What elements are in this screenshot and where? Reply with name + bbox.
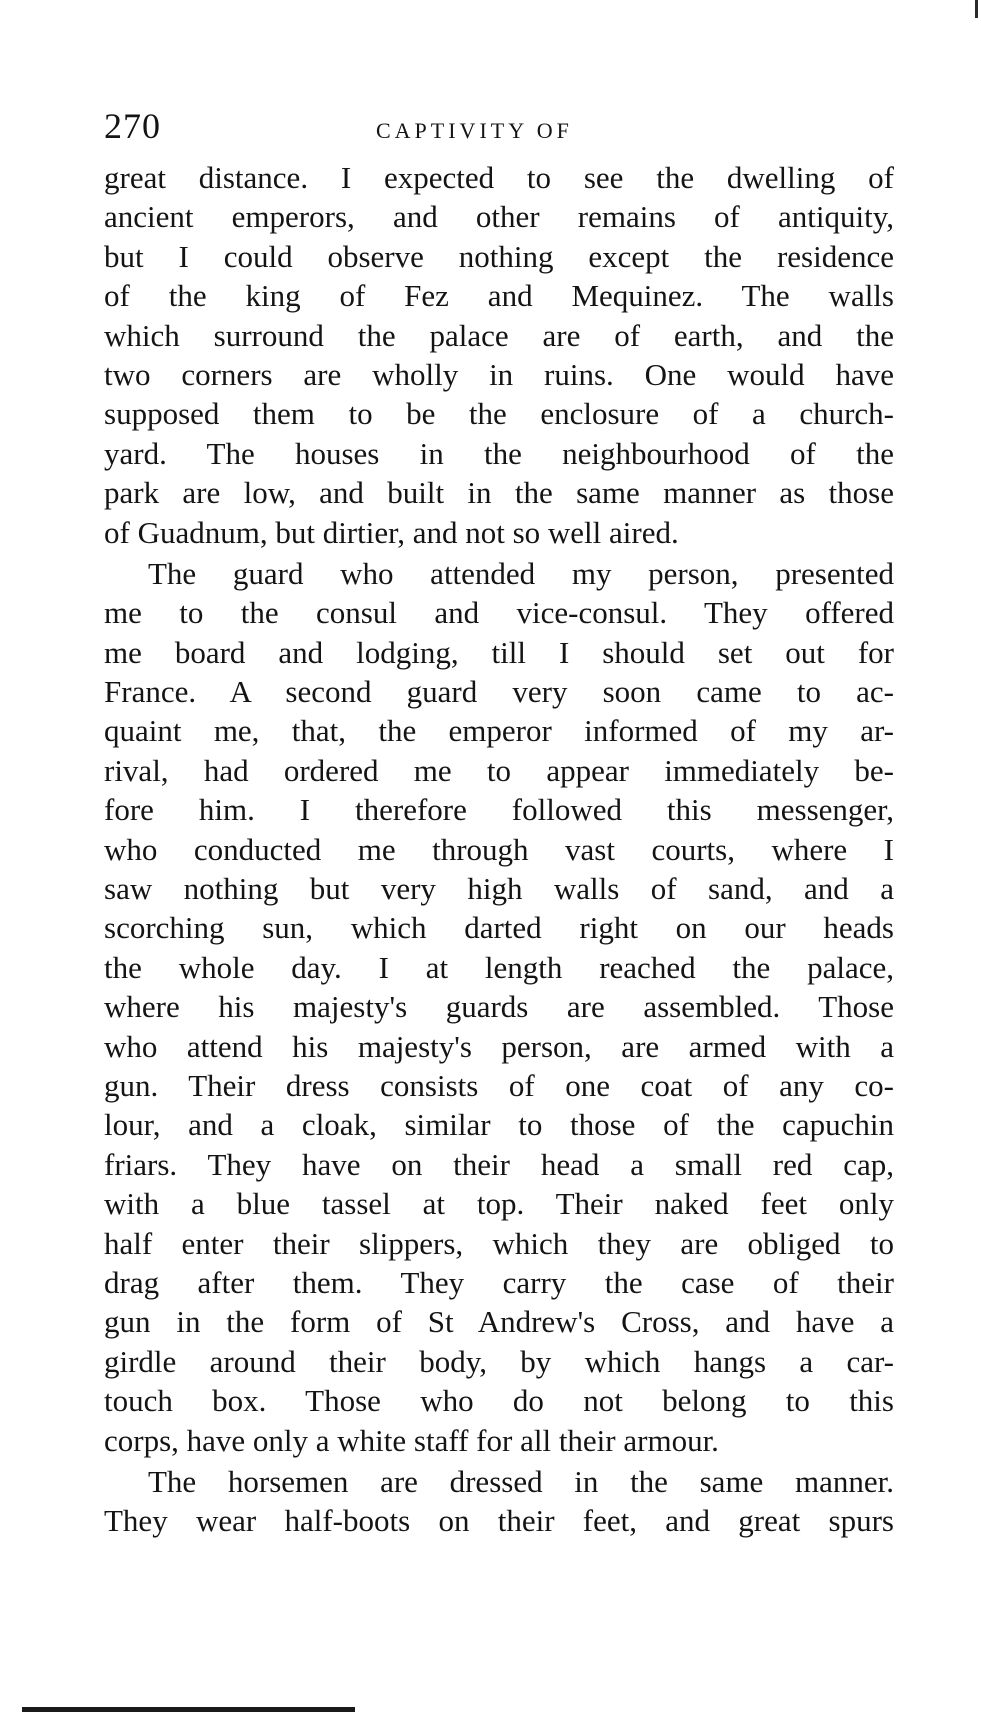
text-line: drag after them. They carry the case of their: [104, 1264, 894, 1300]
text-line: lour, and a cloak, similar to those of the capuchin: [104, 1107, 894, 1143]
text-line: scorching sun, which darted right on our heads: [104, 910, 894, 946]
bottom-rule: [22, 1707, 355, 1712]
text-line: fore him. I therefore followed this messenger,: [104, 792, 894, 828]
running-head: CAPTIVITY OF: [376, 118, 573, 143]
text-line: corps, have only a white staff for all their armour.: [104, 1422, 719, 1458]
paragraph-1: [104, 158, 894, 552]
text-line: with a blue tassel at top. Their naked feet only: [104, 1186, 894, 1222]
text-line: The horsemen are dressed in the same manner.: [148, 1463, 894, 1499]
text-line: of Guadnum, but dirtier, and not so well aired.: [104, 514, 679, 550]
text-line: but I could observe nothing except the residence: [104, 238, 894, 274]
text-line: supposed them to be the enclosure of a church-: [104, 396, 894, 432]
paragraph-2: [104, 554, 894, 1460]
text-line: of the king of Fez and Mequinez. The walls: [104, 278, 894, 314]
paragraph-3: [104, 1462, 894, 1541]
text-line: rival, had ordered me to appear immediately be-: [104, 752, 894, 788]
page-header: [104, 98, 894, 148]
text-line: half enter their slippers, which they are obliged to: [104, 1225, 894, 1261]
text-line: park are low, and built in the same manner as those: [104, 475, 894, 511]
text-line: gun in the form of St Andrew's Cross, and have a: [104, 1304, 894, 1340]
text-line: me to the consul and vice-consul. They offered: [104, 595, 894, 631]
body-text: [104, 158, 894, 1541]
text-line: touch box. Those who do not belong to this: [104, 1383, 894, 1419]
text-line: who conducted me through vast courts, where I: [104, 831, 894, 867]
text-line: girdle around their body, by which hangs a car-: [104, 1343, 894, 1379]
text-line: the whole day. I at length reached the palace,: [104, 949, 894, 985]
text-line: gun. Their dress consists of one coat of any co-: [104, 1067, 894, 1103]
text-line: friars. They have on their head a small red cap,: [104, 1146, 894, 1182]
text-line: yard. The houses in the neighbourhood of the: [104, 435, 894, 471]
text-line: The guard who attended my person, presented: [148, 555, 894, 591]
text-line: me board and lodging, till I should set out for: [104, 634, 894, 670]
edge-mark: [975, 0, 978, 18]
text-line: where his majesty's guards are assembled. Those: [104, 989, 894, 1025]
text-line: who attend his majesty's person, are armed with a: [104, 1028, 894, 1064]
text-line: which surround the palace are of earth, and the: [104, 317, 894, 353]
text-line: saw nothing but very high walls of sand, and a: [104, 871, 894, 907]
text-line: France. A second guard very soon came to ac-: [104, 674, 894, 710]
text-line: two corners are wholly in ruins. One would have: [104, 356, 894, 392]
text-line: quaint me, that, the emperor informed of my ar-: [104, 713, 894, 749]
text-line: great distance. I expected to see the dwelling of: [104, 160, 894, 195]
page-number: 270: [104, 106, 161, 146]
text-line: ancient emperors, and other remains of antiquity,: [104, 199, 894, 235]
text-line: They wear half-boots on their feet, and great spurs: [104, 1503, 894, 1539]
